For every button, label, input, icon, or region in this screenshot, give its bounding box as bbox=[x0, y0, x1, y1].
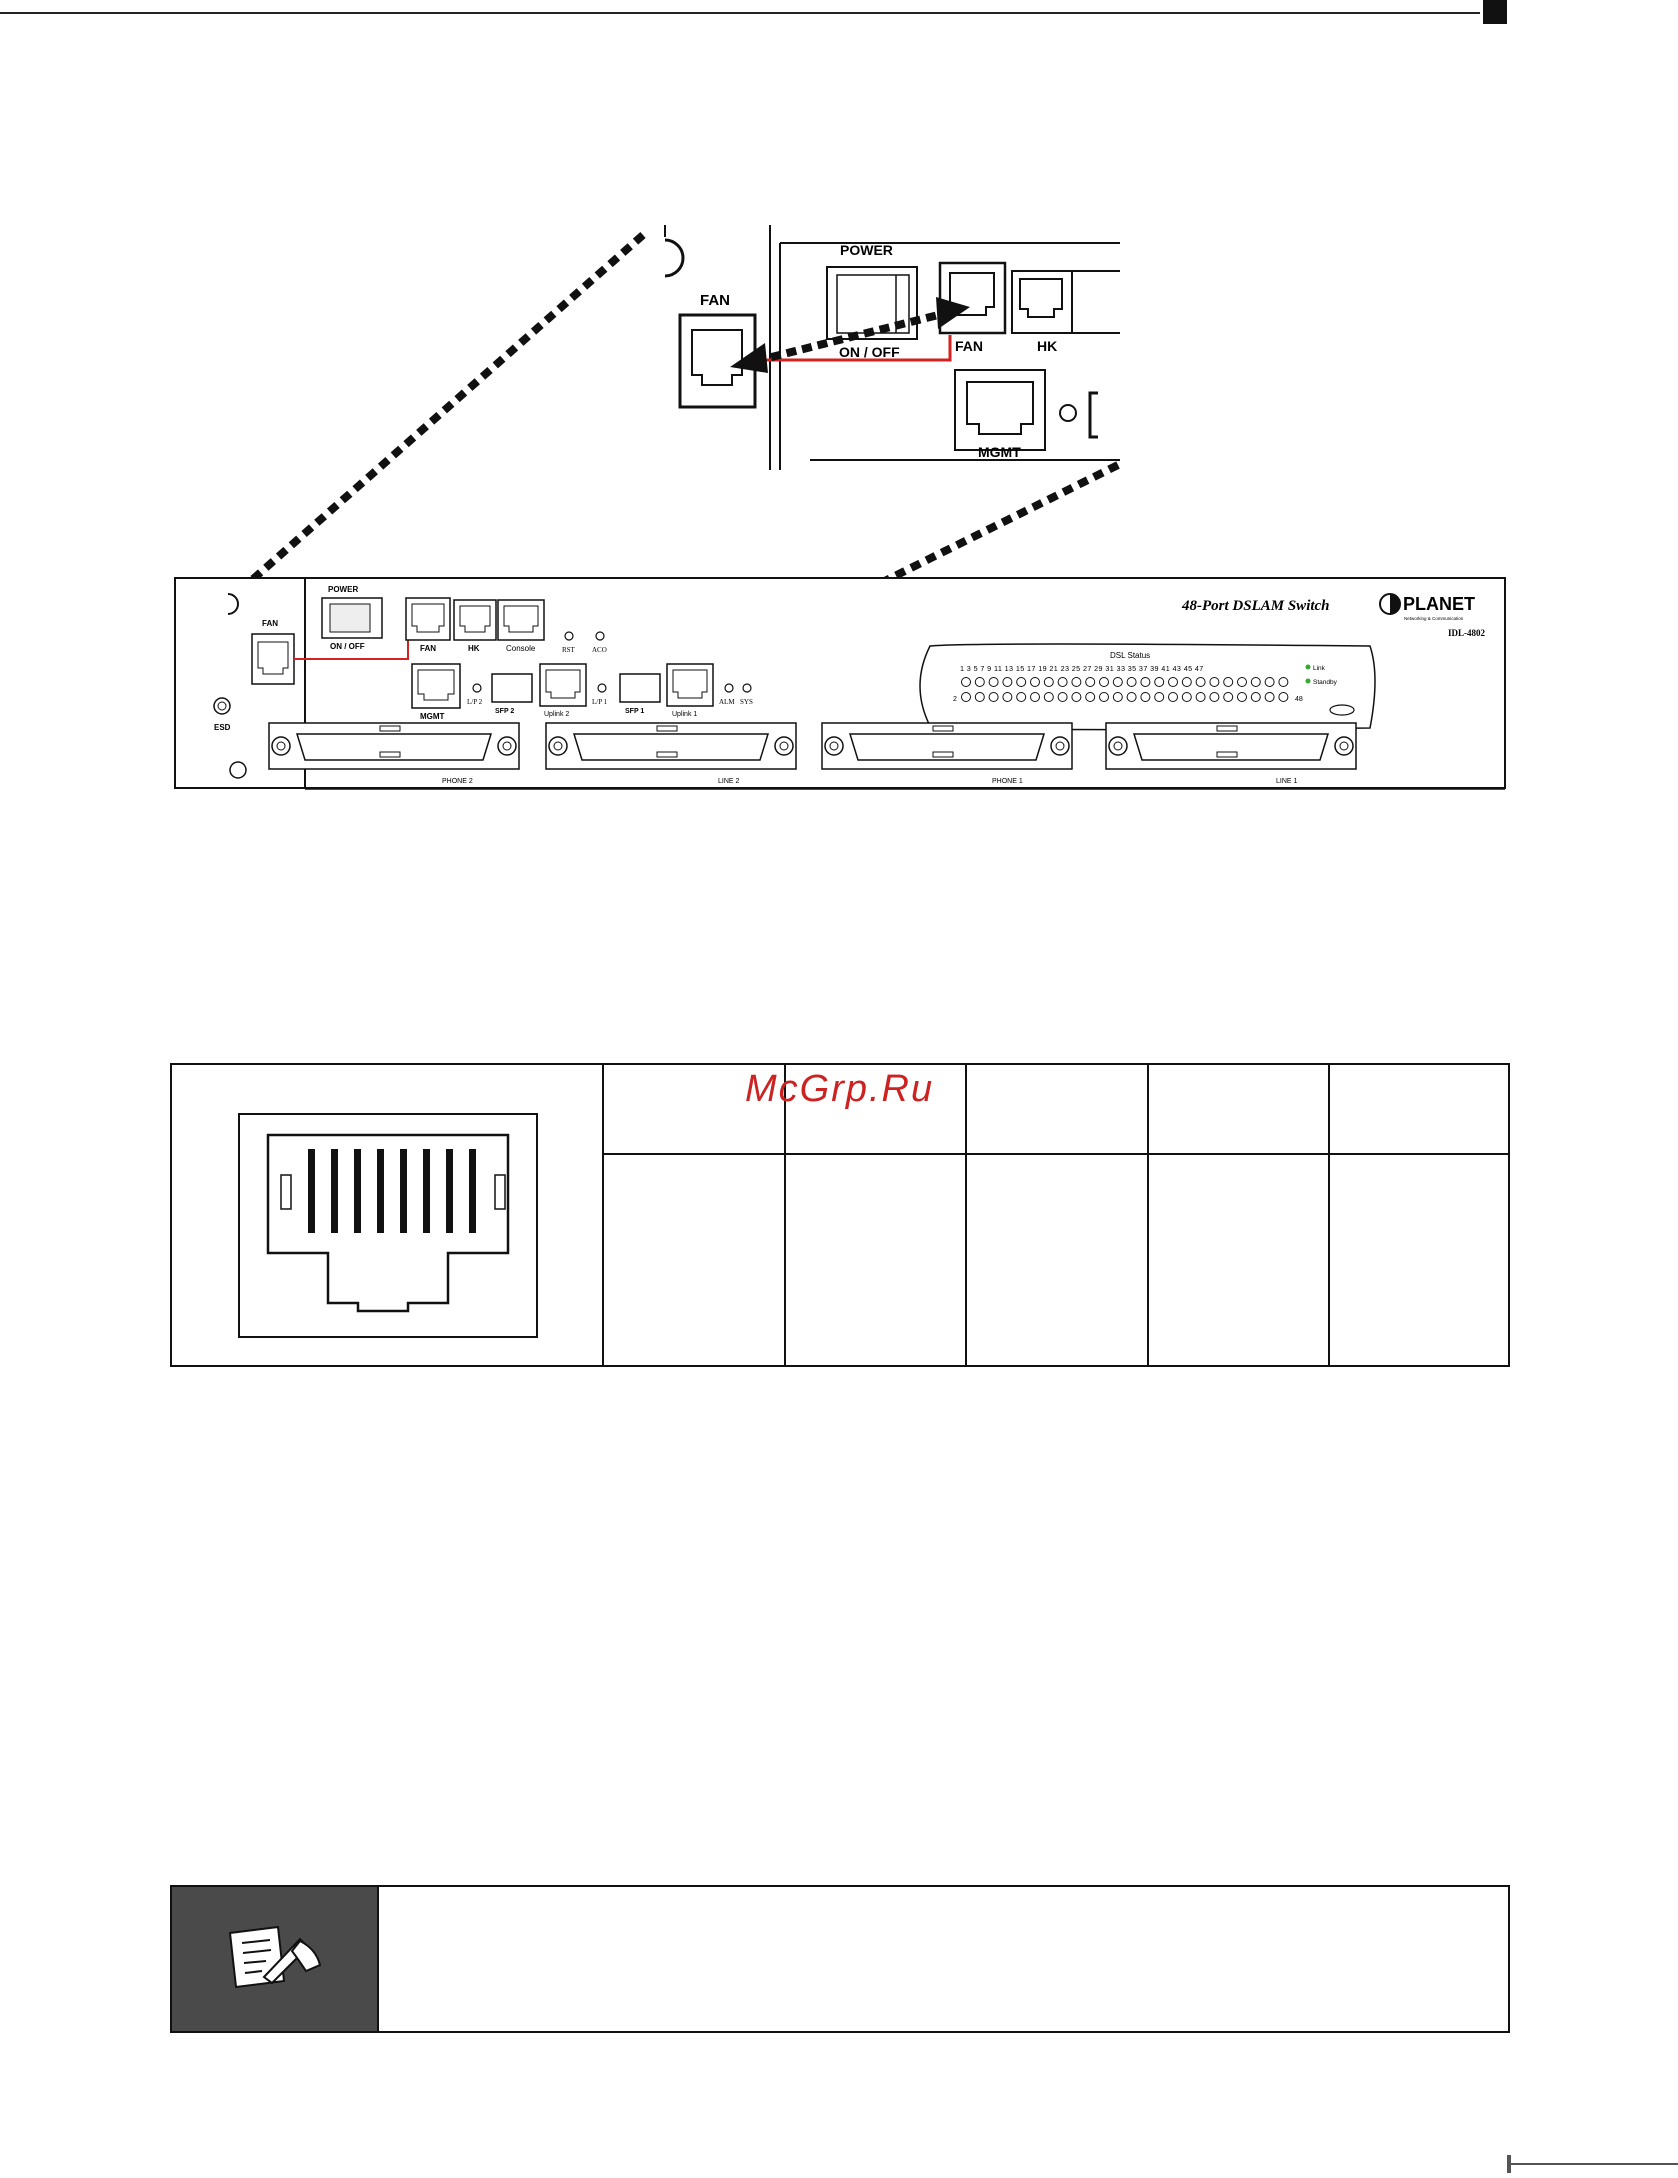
zoom-onoff-label: ON / OFF bbox=[839, 344, 900, 360]
panel-standby-label: Standby bbox=[1313, 679, 1337, 686]
panel-title: 48-Port DSLAM Switch bbox=[1182, 598, 1330, 614]
note-box bbox=[170, 1885, 1510, 2033]
corner-block bbox=[1483, 0, 1507, 24]
panel-fan-port-label: FAN bbox=[420, 644, 436, 653]
panel-model: IDL-4802 bbox=[1448, 628, 1486, 638]
panel-sfp1-label: SFP 1 bbox=[625, 708, 645, 715]
panel-even-start: 2 bbox=[953, 696, 957, 703]
zoom-mgmt-label: MGMT bbox=[978, 444, 1021, 460]
zoom-hk-label: HK bbox=[1037, 338, 1058, 354]
panel-brand: PLANET bbox=[1403, 594, 1475, 614]
panel-phone1-label: PHONE 1 bbox=[992, 778, 1023, 785]
front-panel-figure bbox=[170, 576, 1510, 792]
panel-odd-port-numbers: 1 3 5 7 9 11 13 15 17 19 21 23 25 27 29 31 33 35 37 39 41 43 45 47 bbox=[960, 664, 1204, 673]
watermark: McGrp.Ru bbox=[745, 1068, 935, 1110]
panel-console-label: Console bbox=[506, 644, 536, 653]
panel-lp1-label: L/P 1 bbox=[592, 698, 608, 706]
panel-mgmt-label: MGMT bbox=[420, 712, 445, 721]
top-rule bbox=[0, 12, 1480, 14]
panel-esd-label: ESD bbox=[214, 723, 231, 732]
panel-hk-label: HK bbox=[468, 644, 480, 653]
zoom-fan-left-label: FAN bbox=[700, 292, 730, 309]
zoom-power-label: POWER bbox=[840, 242, 893, 258]
panel-line1-label: LINE 1 bbox=[1276, 778, 1298, 785]
panel-even-end: 48 bbox=[1295, 696, 1303, 703]
panel-brand-sub: Networking & Communication bbox=[1404, 616, 1464, 621]
panel-aco-label: ACO bbox=[592, 646, 607, 654]
panel-lp2-label: L/P 2 bbox=[467, 698, 483, 706]
page-footer-rule bbox=[1511, 2163, 1678, 2165]
rj45-connector-icon bbox=[238, 1113, 538, 1338]
panel-onoff-label: ON / OFF bbox=[330, 642, 365, 651]
panel-power-label: POWER bbox=[328, 585, 359, 594]
panel-line2-label: LINE 2 bbox=[718, 778, 740, 785]
panel-sfp2-label: SFP 2 bbox=[495, 708, 515, 715]
panel-sys-label: SYS bbox=[740, 698, 753, 706]
note-icon-panel bbox=[172, 1887, 379, 2031]
note-pencil-icon bbox=[220, 1921, 330, 2001]
panel-uplink1-label: Uplink 1 bbox=[672, 711, 698, 718]
panel-link-label: Link bbox=[1313, 665, 1325, 672]
panel-phone2-label: PHONE 2 bbox=[442, 778, 473, 785]
panel-fan-label: FAN bbox=[262, 619, 278, 628]
panel-uplink2-label: Uplink 2 bbox=[544, 711, 570, 718]
panel-dsl-status-label: DSL Status bbox=[1110, 651, 1151, 660]
panel-rst-label: RST bbox=[562, 646, 575, 654]
panel-alm-label: ALM bbox=[719, 698, 735, 706]
zoom-fan-label: FAN bbox=[955, 338, 983, 354]
